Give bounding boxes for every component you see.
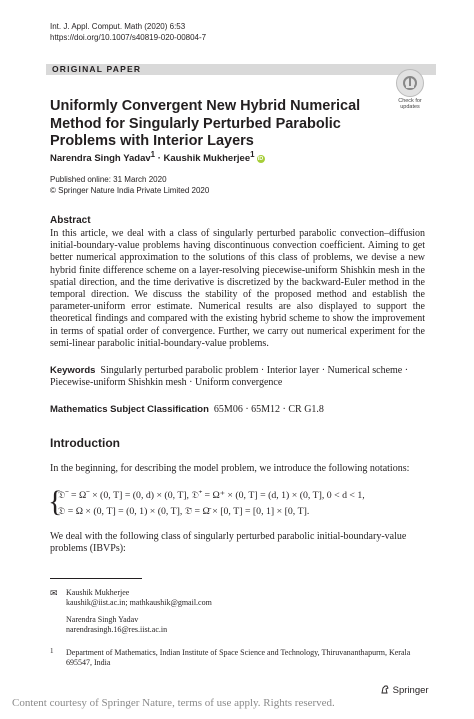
abstract-text: In this article, we deal with a class of singularly perturbed parabolic convection–diffusion initial-boundary-value problems having discontinuous convection coefficient. Aiming to get better numerical approximation to the solutions of this class of problems, we devise a new hybrid finite difference scheme on a layer-resolving piecewise-uniform Shishkin mesh in the spatial direction, and the time derivative is discretized by the backward-Euler method in the temporal direction. We discuss the stability of the proposed method and establish the parameter-uniform error estimate. Numerical results are also displayed to support the theoretical findings and compared with the existing hybrid scheme to show the improvement in terms of spatial order of convergence. Further, we carry out numerical experiment for the semi-linear parabolic initial-boundary-value problems. xyxy=(50,228,425,349)
footnote-rule xyxy=(50,578,142,579)
author-list xyxy=(50,150,265,164)
author-separator: · xyxy=(155,153,164,165)
published-online: Published online: 31 March 2020 xyxy=(50,175,167,184)
doi-link[interactable]: https://doi.org/10.1007/s40819-020-00804-7 xyxy=(50,33,207,42)
author-1-email[interactable]: narendrasingh.16@res.iist.ac.in xyxy=(66,625,168,634)
author-1[interactable]: Narendra Singh Yadav xyxy=(50,153,151,165)
subject-classification xyxy=(50,404,425,416)
abstract-heading: Abstract xyxy=(50,215,91,226)
introduction-text: In the beginning, for describing the model problem, we introduce the following notations: xyxy=(50,463,410,474)
keywords-text: Singularly perturbed parabolic problem · Interior layer · Numerical scheme · Piecewise-uniform Shishkin mesh · Uniform convergence xyxy=(50,365,409,389)
journal-volume: Int. J. Appl. Comput. Math (2020) 6:53 xyxy=(50,22,186,31)
msc-label: Mathematics Subject Classification xyxy=(50,404,209,415)
paper-title: Uniformly Convergent New Hybrid Numerical Method for Singularly Perturbed Parabolic Problems with Interior Layers xyxy=(50,98,361,149)
author-2-email[interactable]: kaushik@iist.ac.in; mathkaushik@gmail.com xyxy=(66,598,212,607)
publication-info xyxy=(50,174,209,196)
ibvp-text: We deal with the following class of singularly perturbed parabolic initial-boundary-value problems (IBVPs): xyxy=(50,531,407,555)
equation-line-1: 𝔇⁻ = Ω⁻ × (0, T] = (0, d) × (0, T], 𝔇⁺ = Ω⁺ × (0, T] = (d, 1) × (0, T], 0 < d < 1, xyxy=(58,490,365,501)
author-2-contact xyxy=(66,588,212,608)
publisher-logo xyxy=(380,684,429,696)
author-1-contact xyxy=(66,615,167,635)
publisher-name: Springer xyxy=(392,685,429,696)
check-updates-icon xyxy=(396,69,424,97)
check-updates-line1: Check for xyxy=(398,98,422,104)
springer-horse-icon xyxy=(380,684,390,694)
mail-icon: ✉ xyxy=(50,588,58,598)
check-updates-line2: updates xyxy=(400,104,420,110)
keywords-label: Keywords xyxy=(50,365,96,376)
introduction-heading: Introduction xyxy=(50,436,120,450)
keywords xyxy=(50,365,425,389)
msc-text: 65M06 · 65M12 · CR G1.8 xyxy=(213,404,324,415)
author-1-affil: 1 xyxy=(150,150,156,159)
affiliation-number: 1 xyxy=(50,647,54,655)
journal-citation xyxy=(50,21,206,43)
article-type-label: ORIGINAL PAPER xyxy=(52,64,142,74)
copyright: © Springer Nature India Private Limited 2020 xyxy=(50,186,210,195)
affiliation-text: Department of Mathematics, Indian Institute of Space Science and Technology, Thiruvananthapurm, Kerala 695547, India xyxy=(66,648,411,667)
equation-brace: { xyxy=(48,485,63,518)
orcid-icon[interactable]: iD xyxy=(257,155,264,162)
equation-line-2: 𝔇 = Ω × (0, T] = (0, 1) × (0, T], 𝔇̄ = Ω̄ × [0, T] = [0, 1] × [0, T]. xyxy=(58,506,310,517)
check-for-updates-badge[interactable] xyxy=(394,69,426,110)
author-2[interactable]: Kaushik Mukherjee xyxy=(163,153,251,165)
author-1-name: Narendra Singh Yadav xyxy=(66,615,139,624)
author-2-affil: 1 xyxy=(250,150,255,159)
author-2-name: Kaushik Mukherjee xyxy=(66,588,130,597)
courtesy-notice: Content courtesy of Springer Nature, terms of use apply. Rights reserved. xyxy=(12,697,335,709)
